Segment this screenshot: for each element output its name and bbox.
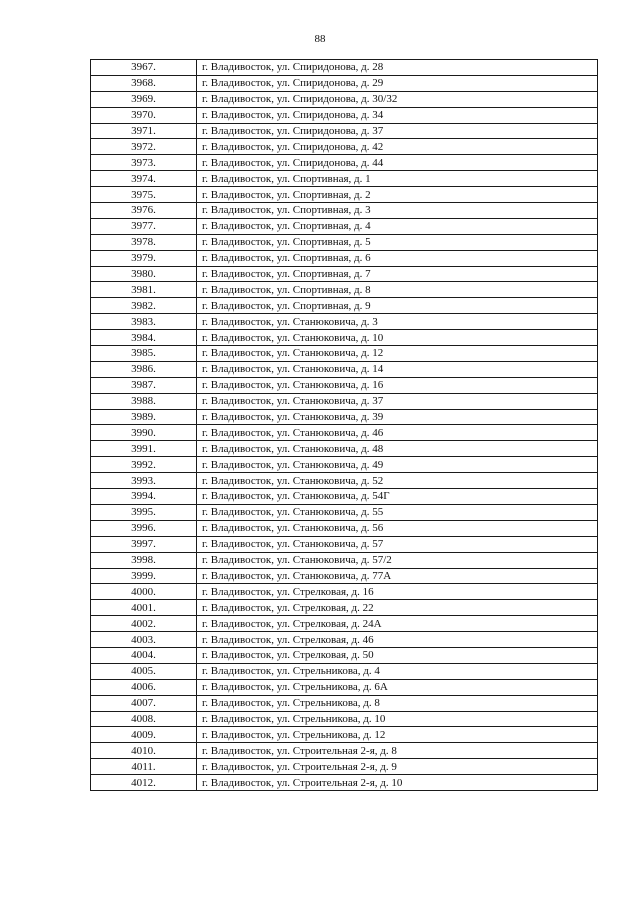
- row-address: г. Владивосток, ул. Спортивная, д. 9: [197, 298, 598, 314]
- row-number: 3999.: [91, 568, 197, 584]
- row-address: г. Владивосток, ул. Спиридонова, д. 44: [197, 155, 598, 171]
- row-address: г. Владивосток, ул. Спиридонова, д. 34: [197, 107, 598, 123]
- table-row: [91, 377, 598, 393]
- table-row: [91, 75, 598, 91]
- row-number: 4007.: [91, 695, 197, 711]
- row-address: г. Владивосток, ул. Станюковича, д. 77А: [197, 568, 598, 584]
- row-number: 3971.: [91, 123, 197, 139]
- table-row: [91, 123, 598, 139]
- row-number: 3992.: [91, 457, 197, 473]
- table-row: [91, 171, 598, 187]
- row-number: 3991.: [91, 441, 197, 457]
- row-address: г. Владивосток, ул. Станюковича, д. 3: [197, 314, 598, 330]
- table-row: [91, 139, 598, 155]
- row-address: г. Владивосток, ул. Станюковича, д. 54Г: [197, 489, 598, 505]
- row-address: г. Владивосток, ул. Станюковича, д. 14: [197, 361, 598, 377]
- row-address: г. Владивосток, ул. Строительная 2-я, д. 9: [197, 759, 598, 775]
- row-number: 3993.: [91, 473, 197, 489]
- table-row: [91, 552, 598, 568]
- table-row: [91, 647, 598, 663]
- table-row: [91, 759, 598, 775]
- table-row: [91, 91, 598, 107]
- table-row: [91, 489, 598, 505]
- row-address: г. Владивосток, ул. Станюковича, д. 56: [197, 520, 598, 536]
- row-address: г. Владивосток, ул. Спортивная, д. 5: [197, 234, 598, 250]
- row-address: г. Владивосток, ул. Стрелковая, д. 24А: [197, 616, 598, 632]
- row-number: 3974.: [91, 171, 197, 187]
- table-row: [91, 695, 598, 711]
- row-number: 3972.: [91, 139, 197, 155]
- table-row: [91, 743, 598, 759]
- row-number: 3990.: [91, 425, 197, 441]
- row-address: г. Владивосток, ул. Строительная 2-я, д. 10: [197, 775, 598, 791]
- row-number: 4011.: [91, 759, 197, 775]
- row-number: 3981.: [91, 282, 197, 298]
- row-number: 3969.: [91, 91, 197, 107]
- table-row: [91, 616, 598, 632]
- row-number: 4003.: [91, 632, 197, 648]
- address-table-body: [91, 60, 598, 791]
- row-address: г. Владивосток, ул. Стрелковая, д. 22: [197, 600, 598, 616]
- row-number: 4004.: [91, 647, 197, 663]
- row-number: 3996.: [91, 520, 197, 536]
- table-row: [91, 155, 598, 171]
- row-address: г. Владивосток, ул. Спортивная, д. 3: [197, 203, 598, 219]
- table-row: [91, 632, 598, 648]
- table-row: [91, 330, 598, 346]
- row-address: г. Владивосток, ул. Спортивная, д. 7: [197, 266, 598, 282]
- row-number: 4005.: [91, 663, 197, 679]
- page-number: 88: [314, 33, 326, 45]
- address-table: [90, 59, 598, 791]
- row-address: г. Владивосток, ул. Станюковича, д. 57: [197, 536, 598, 552]
- row-number: 3983.: [91, 314, 197, 330]
- row-number: 4002.: [91, 616, 197, 632]
- row-number: 3973.: [91, 155, 197, 171]
- row-address: г. Владивосток, ул. Стрелковая, д. 16: [197, 584, 598, 600]
- row-address: г. Владивосток, ул. Спиридонова, д. 29: [197, 75, 598, 91]
- table-row: [91, 775, 598, 791]
- row-number: 3997.: [91, 536, 197, 552]
- table-row: [91, 457, 598, 473]
- row-address: г. Владивосток, ул. Станюковича, д. 10: [197, 330, 598, 346]
- row-number: 4012.: [91, 775, 197, 791]
- table-row: [91, 441, 598, 457]
- row-address: г. Владивосток, ул. Станюковича, д. 39: [197, 409, 598, 425]
- row-address: г. Владивосток, ул. Стрелковая, д. 46: [197, 632, 598, 648]
- row-address: г. Владивосток, ул. Спортивная, д. 6: [197, 250, 598, 266]
- row-address: г. Владивосток, ул. Спиридонова, д. 30/32: [197, 91, 598, 107]
- table-row: [91, 266, 598, 282]
- row-number: 4006.: [91, 679, 197, 695]
- table-row: [91, 520, 598, 536]
- row-number: 3985.: [91, 346, 197, 362]
- table-row: [91, 711, 598, 727]
- row-address: г. Владивосток, ул. Стрельникова, д. 8: [197, 695, 598, 711]
- row-address: г. Владивосток, ул. Стрельникова, д. 6А: [197, 679, 598, 695]
- row-address: г. Владивосток, ул. Станюковича, д. 16: [197, 377, 598, 393]
- table-row: [91, 282, 598, 298]
- row-address: г. Владивосток, ул. Спортивная, д. 2: [197, 187, 598, 203]
- row-number: 3975.: [91, 187, 197, 203]
- row-number: 3978.: [91, 234, 197, 250]
- row-address: г. Владивосток, ул. Спиридонова, д. 37: [197, 123, 598, 139]
- table-row: [91, 536, 598, 552]
- row-number: 3970.: [91, 107, 197, 123]
- table-row: [91, 107, 598, 123]
- table-row: [91, 473, 598, 489]
- row-number: 3995.: [91, 504, 197, 520]
- table-row: [91, 234, 598, 250]
- row-number: 3998.: [91, 552, 197, 568]
- row-address: г. Владивосток, ул. Спиридонова, д. 28: [197, 60, 598, 76]
- row-address: г. Владивосток, ул. Стрельникова, д. 4: [197, 663, 598, 679]
- table-row: [91, 393, 598, 409]
- table-row: [91, 361, 598, 377]
- table-row: [91, 314, 598, 330]
- row-address: г. Владивосток, ул. Станюковича, д. 46: [197, 425, 598, 441]
- table-row: [91, 409, 598, 425]
- row-number: 3989.: [91, 409, 197, 425]
- row-address: г. Владивосток, ул. Спортивная, д. 1: [197, 171, 598, 187]
- row-number: 3984.: [91, 330, 197, 346]
- table-row: [91, 187, 598, 203]
- row-number: 3982.: [91, 298, 197, 314]
- row-address: г. Владивосток, ул. Стрелковая, д. 50: [197, 647, 598, 663]
- row-address: г. Владивосток, ул. Строительная 2-я, д. 8: [197, 743, 598, 759]
- row-address: г. Владивосток, ул. Станюковича, д. 57/2: [197, 552, 598, 568]
- table-row: [91, 346, 598, 362]
- table-row: [91, 727, 598, 743]
- row-address: г. Владивосток, ул. Станюковича, д. 12: [197, 346, 598, 362]
- row-number: 3987.: [91, 377, 197, 393]
- row-address: г. Владивосток, ул. Станюковича, д. 48: [197, 441, 598, 457]
- row-address: г. Владивосток, ул. Спиридонова, д. 42: [197, 139, 598, 155]
- row-address: г. Владивосток, ул. Стрельникова, д. 12: [197, 727, 598, 743]
- row-number: 3980.: [91, 266, 197, 282]
- row-number: 3968.: [91, 75, 197, 91]
- row-number: 3994.: [91, 489, 197, 505]
- row-address: г. Владивосток, ул. Стрельникова, д. 10: [197, 711, 598, 727]
- table-row: [91, 298, 598, 314]
- table-row: [91, 218, 598, 234]
- row-number: 4000.: [91, 584, 197, 600]
- row-address: г. Владивосток, ул. Станюковича, д. 52: [197, 473, 598, 489]
- row-number: 3979.: [91, 250, 197, 266]
- row-number: 4008.: [91, 711, 197, 727]
- row-address: г. Владивосток, ул. Станюковича, д. 37: [197, 393, 598, 409]
- row-number: 3977.: [91, 218, 197, 234]
- table-row: [91, 203, 598, 219]
- row-address: г. Владивосток, ул. Станюковича, д. 49: [197, 457, 598, 473]
- row-number: 3976.: [91, 203, 197, 219]
- row-address: г. Владивосток, ул. Спортивная, д. 8: [197, 282, 598, 298]
- table-row: [91, 584, 598, 600]
- table-row: [91, 663, 598, 679]
- row-address: г. Владивосток, ул. Станюковича, д. 55: [197, 504, 598, 520]
- row-number: 4009.: [91, 727, 197, 743]
- table-row: [91, 679, 598, 695]
- row-number: 4010.: [91, 743, 197, 759]
- row-number: 3986.: [91, 361, 197, 377]
- table-row: [91, 60, 598, 76]
- table-row: [91, 250, 598, 266]
- row-address: г. Владивосток, ул. Спортивная, д. 4: [197, 218, 598, 234]
- row-number: 3988.: [91, 393, 197, 409]
- row-number: 3967.: [91, 60, 197, 76]
- row-number: 4001.: [91, 600, 197, 616]
- table-row: [91, 504, 598, 520]
- table-row: [91, 425, 598, 441]
- table-row: [91, 568, 598, 584]
- table-row: [91, 600, 598, 616]
